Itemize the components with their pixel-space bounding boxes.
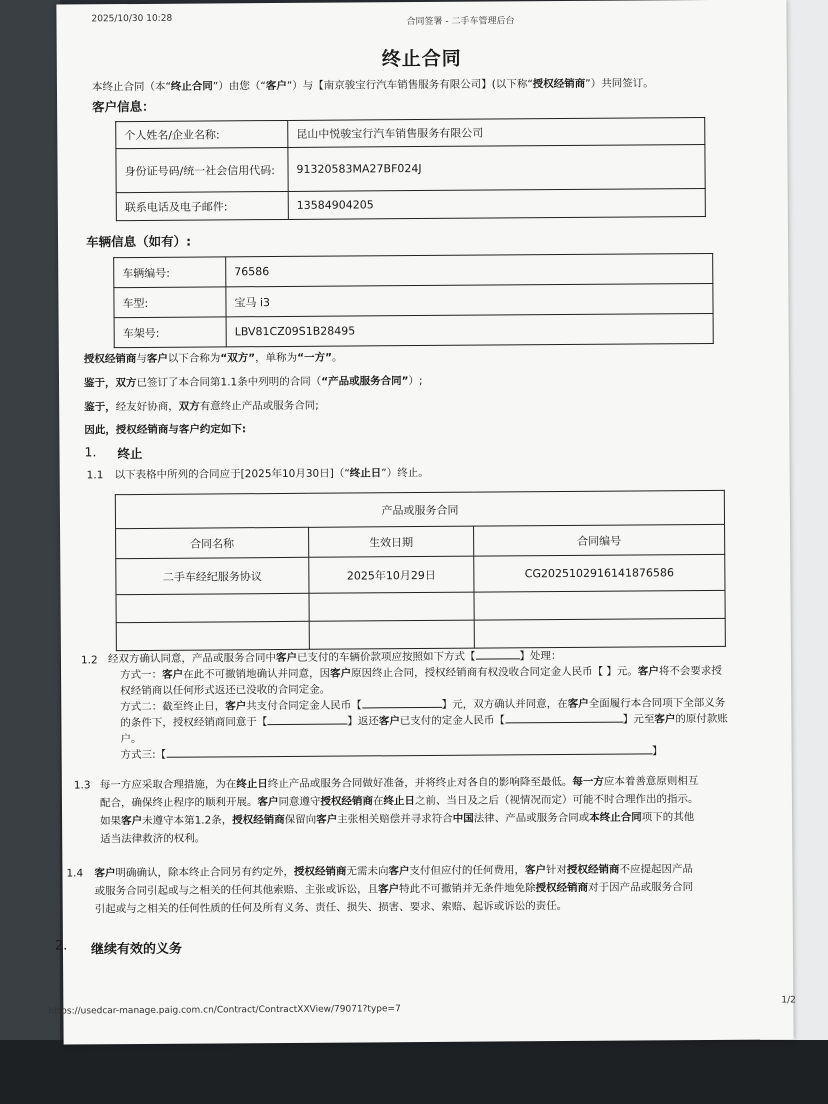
vehicle-info-table <box>113 253 714 348</box>
header-contract-name: 合同名称 <box>116 527 309 558</box>
vehicle-vin-value: LBV81CZ09S1B28495 <box>226 313 713 346</box>
clause-1-2-line-3: 权经销商以任何形式返还已没收的合同定金。 <box>120 683 331 698</box>
clause-1-4-number: 1.4 <box>66 867 84 880</box>
clause-1-3-line-3: 如果客户未遵守本第1.2条，授权经销商保留向客户主张相关赔偿并寻求符合中国法律、产品或服务合同或本终止合同项下的其他 <box>100 811 695 828</box>
vehicle-number-label: 车辆编号: <box>114 257 226 288</box>
section-1-number: 1. <box>84 444 97 460</box>
table-row <box>116 145 705 193</box>
vehicle-section-title: 车辆信息（如有）: <box>85 233 192 250</box>
empty-cell <box>474 590 725 620</box>
footer-url: https://usedcar-manage.paig.com.cn/Contract/ContractXXView/79071?type=7 <box>48 1004 401 1017</box>
clause-1-2-text <box>108 646 789 763</box>
header-effective-date: 生效日期 <box>309 526 474 557</box>
clause-1-4-line-3: 引起或与之相关的任何性质的任何及所有义务、责任、损失、损害、要求、索赔、起诉或诉讼的责任。 <box>94 900 568 916</box>
contract-page <box>48 0 796 1045</box>
section-2-title: 继续有效的义务 <box>90 941 183 958</box>
vehicle-model-value: 宝马 i3 <box>226 283 713 316</box>
clause-1-4-line-2: 或服务合同引起或与之相关的任何其他索赔、主张或诉讼，且客户特此不可撤销并无条件地免除授权经销商对于因产品或服务合同 <box>94 881 694 898</box>
parties-paragraph: 授权经销商与客户以下合称为“双方”，单称为“一方”。 <box>83 351 343 366</box>
clause-1-3-number: 1.3 <box>73 779 91 792</box>
table-row <box>115 490 724 528</box>
table-row <box>116 618 725 650</box>
customer-id-label: 身份证号码/统一社会信用代码: <box>116 147 288 192</box>
clause-1-4-text <box>94 859 794 918</box>
customer-id-value: 91320583MA27BF024J <box>288 145 705 192</box>
clause-1-2-line-7: 方式三:【 】 <box>120 745 663 762</box>
cell-contract-name: 二手车经纪服务协议 <box>116 557 309 594</box>
clause-1-4-line-1: 客户明确确认，除本终止合同另有约定外，授权经销商无需未向客户支付但应付的任何费用，客户针对授权经销商不应提起因产品 <box>94 863 693 880</box>
vehicle-vin-label: 车架号: <box>114 317 226 348</box>
customer-contact-value: 13584904205 <box>288 189 705 220</box>
cell-contract-number: CG2025102916141876586 <box>474 554 725 592</box>
vehicle-model-label: 车型: <box>114 287 226 318</box>
table-row <box>114 313 713 347</box>
footer-page-number: 1/2 <box>781 995 796 1006</box>
empty-cell <box>309 620 474 649</box>
whereas-paragraph-2: 鉴于，经友好协商，双方有意终止产品或服务合同; <box>84 399 319 414</box>
background-left <box>0 0 60 1104</box>
print-date: 2025/10/30 10:28 <box>91 13 173 25</box>
clause-1-3-line-4: 适当法律救济的权利。 <box>100 832 206 846</box>
customer-info-table <box>115 117 706 221</box>
contract-table-title: 产品或服务合同 <box>115 490 724 528</box>
contract-table <box>115 490 726 651</box>
whereas-paragraph-1: 鉴于，双方已签订了本合同第1.1条中列明的合同（“产品或服务合同”）; <box>83 375 423 390</box>
empty-cell <box>116 621 309 650</box>
document-title: 终止合同 <box>381 47 462 71</box>
empty-cell <box>474 618 725 648</box>
table-row <box>116 118 705 149</box>
table-row <box>116 189 705 221</box>
customer-name-value: 昆山中悦骏宝行汽车销售服务有限公司 <box>288 118 705 148</box>
clause-1-2-line-6: 户。 <box>120 732 142 746</box>
background-bottom <box>0 1040 828 1104</box>
table-row <box>116 524 725 558</box>
clause-1-1-text: 以下表格中所列的合同应于[2025年10月30日]（“终止日”）终止。 <box>114 466 429 482</box>
clause-1-3-line-2: 配合，确保终止程序的顺利开展。客户同意遵守授权经销商在终止日之前、当日及之后（视情况而定）可能不时合理作出的指示。 <box>99 793 699 810</box>
empty-cell <box>309 592 474 621</box>
table-row <box>114 283 713 317</box>
clause-1-2-line-5: 的条件下，授权经销商同意于【 】返还客户已支付的定金人民币【 】元至客户的原付款账 <box>120 712 728 730</box>
customer-contact-label: 联系电话及电子邮件: <box>116 191 288 220</box>
section-2-number: 2. <box>54 938 68 954</box>
header-contract-number: 合同编号 <box>474 524 725 556</box>
therefore-paragraph: 因此，授权经销商与客户约定如下: <box>84 423 247 437</box>
clause-1-2-line-1: 经双方确认同意，产品或服务合同中客户已支付的车辆价款项应按照如下方式【 】处理： <box>107 650 562 666</box>
table-row <box>116 554 725 594</box>
clause-1-2-line-2: 方式一：客户在此不可撤销地确认并同意，因客户原因终止合同，授权经销商有权没收合同定金人民币【 】元。客户将不会要求授 <box>120 664 722 682</box>
clause-1-3-text <box>100 771 790 848</box>
section-1-title: 终止 <box>117 445 143 462</box>
clause-1-1-number: 1.1 <box>86 469 104 482</box>
customer-section-title: 客户信息： <box>92 98 155 115</box>
clause-1-2-line-4: 方式二：截至终止日，客户共支付合同定金人民币【 】元，双方确认并同意，在客户全面履行本合同项下全部义务 <box>120 696 726 714</box>
clause-1-2-number: 1.2 <box>80 654 98 667</box>
intro-paragraph: 本终止合同（本“终止合同”）由您（“客户”）与【南京骏宝行汽车销售服务有限公司】(以下称“授权经销商”）共同签订。 <box>91 77 654 94</box>
empty-cell <box>116 593 309 622</box>
table-row <box>114 253 713 287</box>
clause-1-3-line-1: 每一方应采取合理措施，为在终止日终止产品或服务合同做好准备，并将终止对各自的影响降至最低。每一方应本着善意原则相互 <box>99 775 699 792</box>
cell-effective-date: 2025年10月29日 <box>309 556 474 593</box>
print-header-title: 合同签署 - 二手车管理后台 <box>406 16 515 28</box>
customer-name-label: 个人姓名/企业名称: <box>116 120 288 148</box>
table-row <box>116 590 725 622</box>
vehicle-number-value: 76586 <box>226 253 713 286</box>
